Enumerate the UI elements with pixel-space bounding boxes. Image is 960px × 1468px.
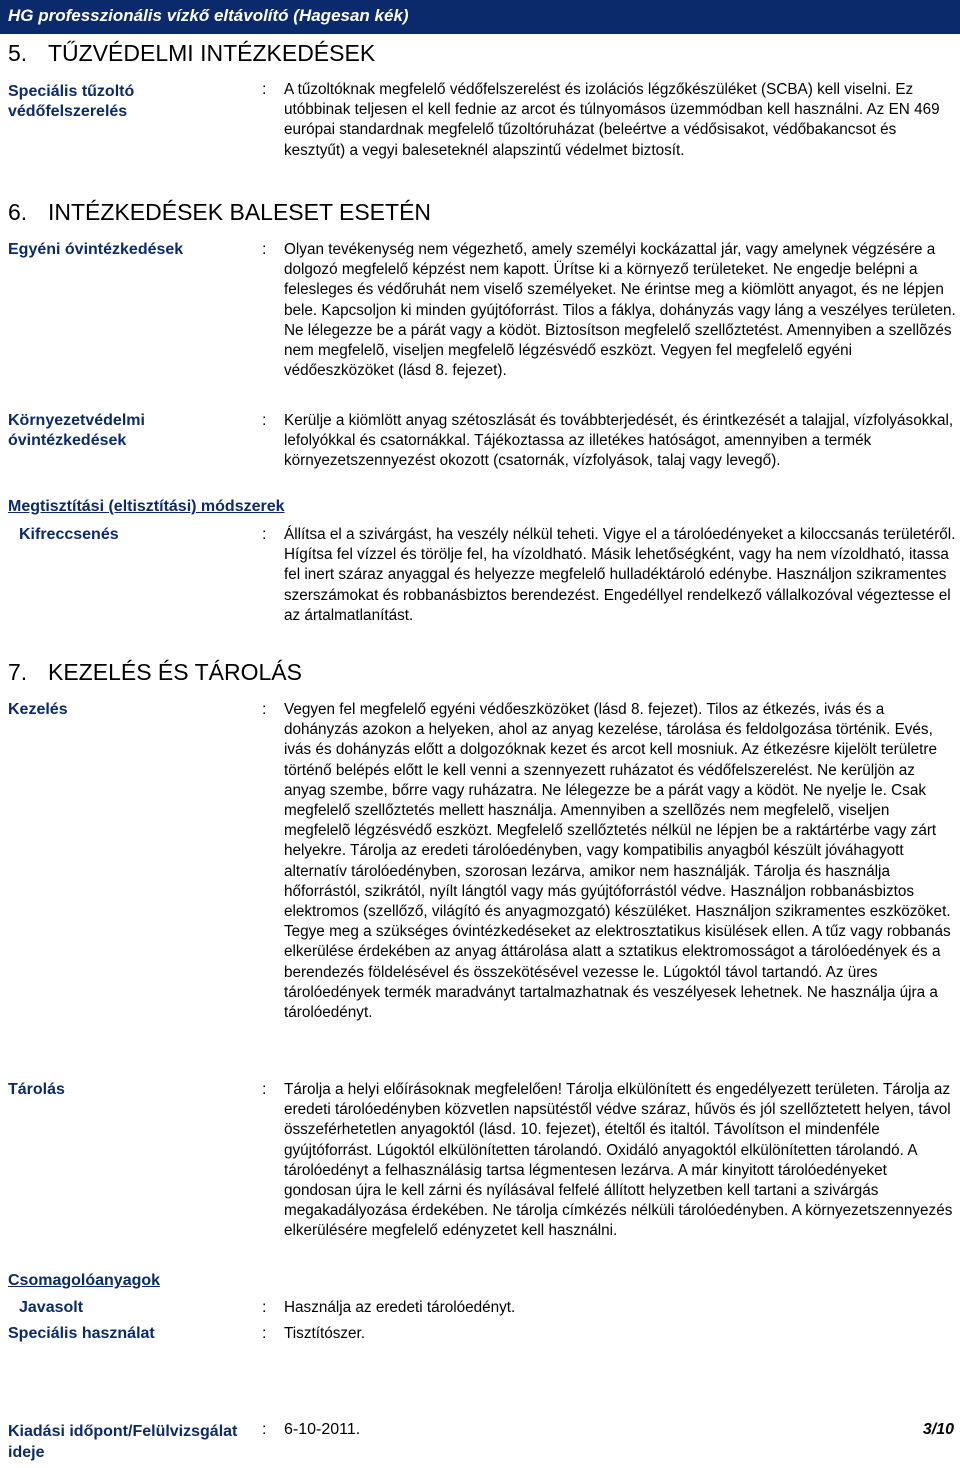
label-spill: Kifreccsenés	[19, 526, 119, 543]
colon-separator: :	[262, 1325, 267, 1342]
label-special-use: Speciális használat	[8, 1325, 155, 1342]
colon-separator: :	[262, 412, 267, 429]
value-personal-precautions: Olyan tevékenység nem végezhető, amely személyi kockázattal jár, vagy amelynek végzésére a dolgozó megfelelő képzést nem kapott. Ürítse ki a környező területeket. Ne engedje belépni a felesleges és védőruhát nem viselő személyeket. Ne érintse meg a kiömlött anyagot, és ne lépjen bele. Kapcsoljon ki minden gyújtóforrást. Tilos a fáklya, dohányzás vagy láng a veszélyes területen. Ne lélegezze be a párát vagy a ködöt. Biztosítson megfelelő szellőztetést. Amennyiben a szellõzés nem megfelelõ, viseljen megfelelõ légzésvédő eszközt. Vegyen fel megfelelő egyéni védőeszközöket (lásd 8. fejezet).	[284, 241, 956, 380]
value-storage: Tárolja a helyi előírásoknak megfelelően! Tárolja elkülönített és engedélyezett területen. Tárolja az eredeti tárolóedényben közvetlen napsütéstől védve száraz, hűvös és jól szellőztetett helyen, távol összeférhetetlen anyagoktól (lásd. 10. fejezet), ételtől és italtól. Távolítson el mindenféle gyújtóforrást. Lúgoktól elkülönítetten tárolandó. Oxidáló anyagoktól elkülönítetten tárolandó. A tárolóedényt a felhasználásig tartsa légmentesen lezárva. A már kinyitott tárolóedényeket gondosan újra le kell zárni és nyílásával felfelé állított helyzetben kell tartani a szivárgás megakadályozása érdekében. Ne tárolja címkézés nélküli tárolóedényben. A környezetszennyezés elkerülésére megfelelő edényzetet kell használni.	[284, 1081, 953, 1240]
document-header	[0, 0, 960, 34]
colon-separator: :	[262, 1299, 267, 1316]
colon-separator: :	[262, 81, 267, 98]
value-special-firefighting-equipment: A tűzoltóknak megfelelő védőfelszerelést és izolációs légzőkészüléket (SCBA) kell viselni. Ez utóbbinak teljesen el kell fednie az arcot és túlnyomásos üzemmódban kell használni. Az EN 469 európai standardnak megfelelő tűzoltóruházat (beleértve a védősisakot, védőbakancsot és kesztyűt) a vegyi baleseteknél alapszintű védelmet biztosít.	[284, 81, 940, 159]
value-environmental-precautions: Kerülje a kiömlött anyag szétoszlását és továbbterjedését, és érintkezését a talajjal, vízfolyásokkal, lefolyókkal és csatornákkal. Tájékoztassa az illetékes hatóságot, amennyiben a termék környezetszennyezést okozott (csatornák, vízfolyások, talaj vagy levegő).	[284, 412, 954, 470]
section-6-heading	[8, 199, 431, 226]
value-handling: Vegyen fel megfelelő egyéni védőeszközöket (lásd 8. fejezet). Tilos az étkezés, ivás és a dohányzás azokon a helyeken, ahol az anyag kezelése, tárolása és feldolgozása történik. Evés, ivás és dohányzás előtt a dolgozóknak kezet és arcot kell mosniuk. Az étkezésre kijelölt területre történő belépés előtt le kell venni a szennyezett ruházatot és védőfelszerelést. Ne kerüljön az anyag szembe, bőrre vagy ruházatra. Ne lélegezze be a párát vagy a ködöt. Ne nyelje le. Csak megfelelő szellőztetés mellett használja. Amennyiben a szellõzés nem megfelelõ, viseljen megfelelõ légzésvédő eszközt. Megfelelő szellőztetés nélkül ne lépjen be a raktártérbe vagy zárt helyekre. Tárolja az eredeti tárolóedényben, vagy kompatibilis anyagból készült jóváhagyott alternatív tárolóedényben, szorosan lezárva, amikor nem használják. Tárolja és használja hőforrástól, szikrától, nyílt lángtól vagy más gyújtóforrástól védve. Használjon robbanásbiztos elektromos (szellőző, világító és anyagmozgató) készüléket. Használjon szikramentes eszközöket. Tegye meg a szükséges óvintézkedéseket az elektrosztatikus kisülések ellen. A tűz vagy robbanás elkerülése érdekében az anyag áttárolása alatt a sztatikus elektromosságot a tárolóedények és a berendezés földelésével és összekötésével vezesse le. Lúgoktól távol tartandó. Az üres tárolóedények termék maradványt tartalmazhatnak és veszélyesek lehetnek. Ne használja újra a tárolóedényt.	[284, 701, 951, 1022]
colon-separator: :	[262, 241, 267, 258]
colon-separator: :	[262, 701, 267, 718]
section-6-number: 6.	[8, 199, 28, 225]
section-5-heading	[8, 40, 375, 67]
value-recommended: Használja az eredeti tárolóedényt.	[284, 1299, 516, 1316]
value-spill: Állítsa el a szivárgást, ha veszély nélkül teheti. Vigye el a tárolóedényeket a kiloccsanás területéről. Hígítsa fel vízzel és törölje fel, ha vízoldható. Másik lehetőségként, vagy ha nem vízoldható, itassa fel inert száraz anyaggal és helyezze megfelelő hulladéktároló edénybe. Használjon szikramentes szerszámokat és robbanásbiztos berendezést. Engedéllyel rendelkező vállalkozóval végeztesse el az ártalmatlanítást.	[284, 526, 956, 624]
value-special-use: Tisztítószer.	[284, 1325, 366, 1342]
footer-issue-date-label: Kiadási időpont/Felülvizsgálat ideje	[8, 1423, 238, 1461]
label-personal-precautions: Egyéni óvintézkedések	[8, 241, 184, 258]
colon-separator: :	[262, 526, 267, 543]
label-recommended: Javasolt	[19, 1299, 84, 1316]
section-5-number: 5.	[8, 40, 28, 66]
section-7-heading	[8, 659, 302, 686]
section-5-title: TŰZVÉDELMI INTÉZKEDÉSEK	[48, 40, 376, 66]
section-7-title: KEZELÉS ÉS TÁROLÁS	[48, 659, 302, 685]
label-environmental-precautions: Környezetvédelmi óvintézkedések	[8, 412, 145, 449]
footer-issue-date-value: 6-10-2011.	[284, 1421, 361, 1438]
section-7-number: 7.	[8, 659, 28, 685]
section-6-title: INTÉZKEDÉSEK BALESET ESETÉN	[48, 199, 432, 225]
label-storage: Tárolás	[8, 1081, 65, 1098]
page-number: 3/10	[922, 1421, 954, 1438]
colon-separator: :	[262, 1421, 267, 1438]
subsection-packaging: Csomagolóanyagok	[8, 1272, 161, 1289]
document-title: HG professzionális vízkő eltávolító (Hagesan kék)	[8, 6, 409, 25]
subsection-cleanup-methods: Megtisztítási (eltisztítási) módszerek	[8, 498, 285, 515]
label-special-firefighting-equipment: Speciális tűzoltó védőfelszerelés	[8, 83, 135, 120]
colon-separator: :	[262, 1081, 267, 1098]
label-handling: Kezelés	[8, 701, 68, 718]
